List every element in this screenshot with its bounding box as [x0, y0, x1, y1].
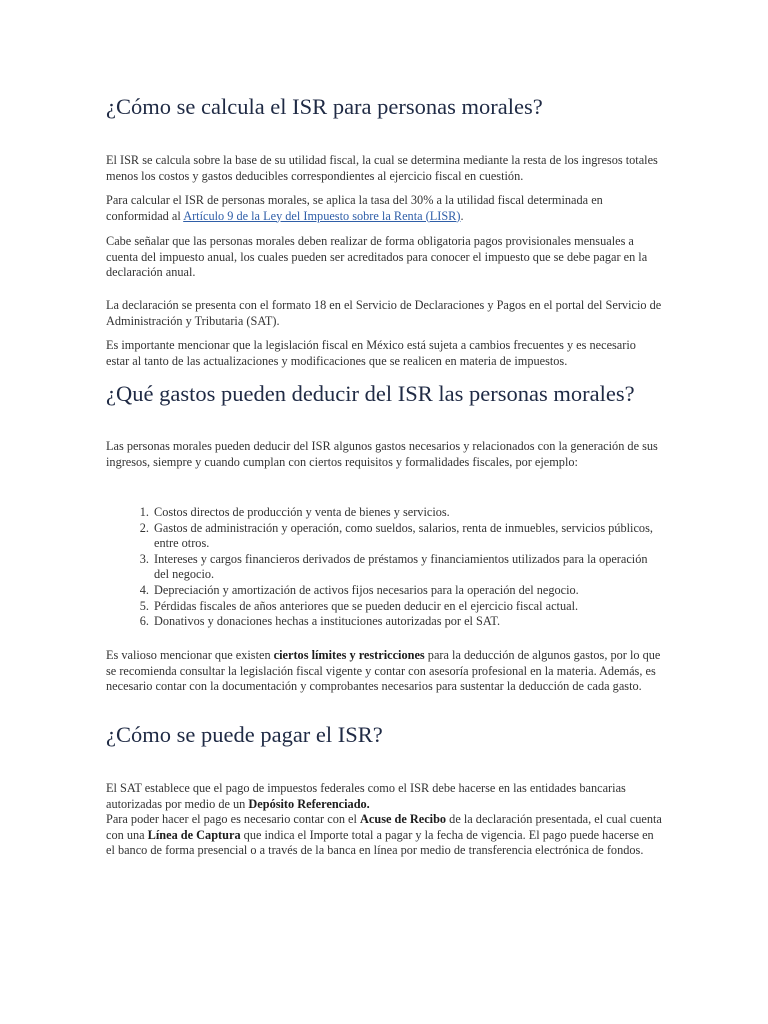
- paragraph-text: La declaración se presenta con el formato 18 en el Servicio de Declaraciones y Pagos en el portal del Servicio de Administración y Tributaria (SAT).: [106, 298, 662, 328]
- paragraph-text: Es importante mencionar que la legislación fiscal en México está sujeta a cambios frecuentes y es necesario estar al tanto de las actualizaciones y modificaciones que se realicen en materia de impuestos.: [106, 338, 636, 368]
- paragraph-text: Para calcular el ISR de personas morales, se aplica la tasa del 30% a la utilidad fiscal determinada en conformidad al: [106, 193, 603, 223]
- paragraph-text: El ISR se calcula sobre la base de su utilidad fiscal, la cual se determina mediante la resta de los ingresos totales menos los costos y gastos deducibles correspondientes al ejercicio fiscal en cuestión.: [106, 153, 658, 183]
- list-item: 2. Gastos de administración y operación, como sueldos, salarios, renta de inmuebles, servicios públicos, entre otros.: [152, 521, 662, 552]
- paragraph-text: de la declaración presentada, el cual cuenta con una: [106, 812, 662, 842]
- lisr-article-link[interactable]: Artículo 9 de la Ley del Impuesto sobre la Renta (LISR): [183, 208, 461, 223]
- paragraph-tasa: [106, 193, 662, 224]
- section-heading-payment: ¿Cómo se puede pagar el ISR?: [106, 722, 383, 747]
- paragraph-text: Para poder hacer el pago es necesario contar con el: [106, 812, 361, 827]
- paragraph-utilidad-fiscal: [106, 153, 662, 184]
- paragraph-text: Cabe señalar que las personas morales deben realizar de forma obligatoria pagos provisionales mensuales a cuenta del impuesto anual, los cuales pueden ser acreditados para conocer el impuesto que se debe pagar en la declaración anual.: [106, 234, 648, 280]
- emphasis-text: Depósito Referenciado.: [248, 796, 370, 811]
- paragraph-text: .: [460, 208, 464, 223]
- paragraph-text: El SAT establece que el pago de impuestos federales como el ISR debe hacerse en las entidades bancarias autorizadas por medio de un: [106, 781, 626, 811]
- paragraph-text: que indica el Importe total a pagar y la fecha de vigencia. El pago puede hacerse en el banco de forma presencial o a través de la banca en línea por medio de transferencia electrónica de fondos.: [106, 827, 654, 858]
- emphasis-text: ciertos límites y restricciones: [273, 648, 425, 662]
- paragraph-legislacion: [106, 338, 662, 369]
- list-item: 1. Costos directos de producción y venta de bienes y servicios.: [152, 505, 662, 521]
- paragraph-payment: [106, 781, 662, 859]
- section-heading-calculation: ¿Cómo se calcula el ISR para personas morales?: [106, 94, 543, 119]
- paragraph-pagos-provisionales: [106, 234, 662, 281]
- paragraph-declaracion: [106, 298, 662, 329]
- section-heading-deductions: ¿Qué gastos pueden deducir del ISR las personas morales?: [106, 381, 635, 406]
- emphasis-text: Acuse de Recibo: [360, 812, 447, 827]
- list-item: 5. Pérdidas fiscales de años anteriores que se pueden deducir en el ejercicio fiscal actual.: [152, 599, 662, 615]
- deductions-list: [106, 505, 662, 630]
- paragraph-text: para la deducción de algunos gastos, por lo que se recomienda consultar la legislación fiscal vigente y contar con asesoría profesional en la materia. Además, es necesario contar con la documentación y comprobantes necesarios para sustentar la deducción de cada gasto.: [106, 648, 661, 694]
- list-item: 4. Depreciación y amortización de activos fijos necesarios para la operación del negocio.: [152, 583, 662, 599]
- paragraph-text: Es valioso mencionar que existen: [106, 648, 274, 662]
- paragraph-text: Las personas morales pueden deducir del ISR algunos gastos necesarios y relacionados con la generación de sus ingresos, siempre y cuando cumplan con ciertos requisitos y formalidades fiscales, por ejemplo:: [106, 439, 658, 469]
- paragraph-limits: [106, 648, 662, 695]
- list-item: 3. Intereses y cargos financieros derivados de préstamos y financiamientos utilizados para la operación del negocio.: [152, 552, 662, 583]
- list-item: 6. Donativos y donaciones hechas a instituciones autorizadas por el SAT.: [152, 614, 662, 630]
- emphasis-text: Línea de Captura: [147, 827, 241, 842]
- paragraph-deductions-intro: [106, 439, 662, 470]
